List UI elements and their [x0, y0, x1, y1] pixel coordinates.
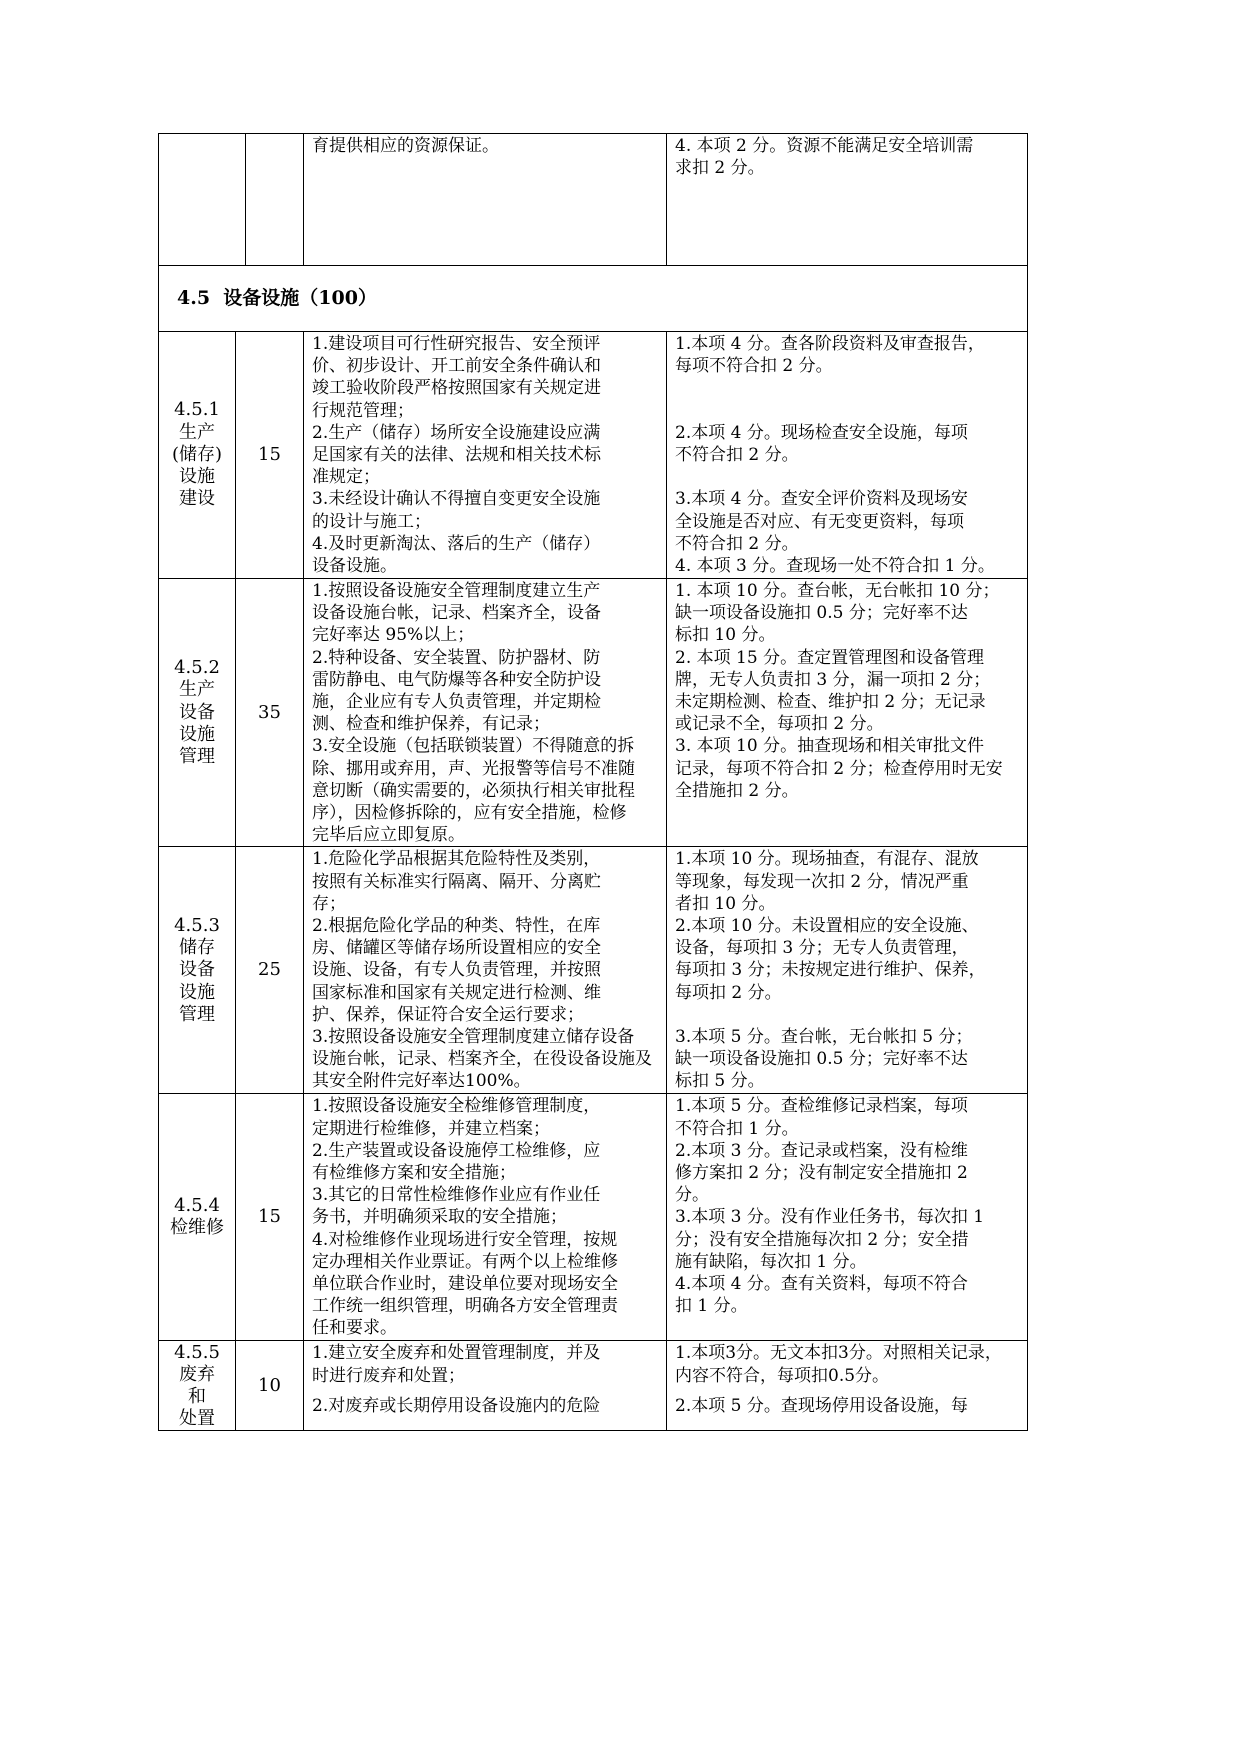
scoring-item: 3. 本项 10 分。抽查现场和相关审批文件 记录，每项不符合扣 2 分；检查停用时无安 全措施扣 2 分。	[675, 736, 1003, 801]
item-score: 25	[236, 847, 304, 1094]
item-score: 35	[236, 579, 304, 847]
scoring-item: 1.本项3分。无文本扣3分。对照相关记录， 内容不符合，每项扣0.5分。	[675, 1343, 1002, 1386]
scoring-item: 4. 本项 2 分。资源不能满足安全培训需 求扣 2 分。	[675, 136, 974, 179]
requirement-item: 2.对废弃或长期停用设备设施内的危险	[312, 1395, 601, 1416]
requirement-item: 3.未经设计确认不得擅自变更安全设施 的设计与施工；	[312, 489, 601, 532]
requirement-item: 3.安全设施（包括联锁装置）不得随意的拆 除、挪用或弃用，声、光报警等信号不准随 意切断（确实需要的，必须执行相关审批程 序），因检修拆除的，应有安全措施，检修 完毕后应立即复原。	[312, 736, 635, 846]
item-row	[159, 332, 1028, 579]
scoring-item: 3.本项 3 分。没有作业任务书，每次扣 1 分；没有安全措施每次扣 2 分；安全措 施有缺陷，每次扣 1 分。	[675, 1207, 985, 1272]
scoring-cell	[667, 1094, 1028, 1341]
requirement-item: 1.按照设备设施安全检维修管理制度， 定期进行检维修，并建立档案；	[312, 1096, 601, 1139]
scoring-cell	[667, 134, 1028, 266]
scoring-item: 2.本项 10 分。未设置相应的安全设施、 设备，每项扣 3 分；无专人负责管理， 每项扣 3 分；未按规定进行维护、保养， 每项扣 2 分。	[675, 916, 986, 1003]
requirements-cell	[304, 1341, 667, 1431]
scoring-item: 3.本项 4 分。查安全评价资料及现场安 全设施是否对应、有无变更资料，每项 不符合扣 2 分。	[675, 489, 968, 554]
requirements-cell	[304, 134, 667, 266]
requirement-item: 1.建立安全废弃和处置管理制度，并及 时进行废弃和处置；	[312, 1343, 601, 1386]
item-score-cell	[246, 134, 304, 266]
requirement-item: 1.危险化学品根据其危险特性及类别， 按照有关标准实行隔离、隔开、分离贮 存；	[312, 849, 601, 914]
item-code: 4.5.2 生产 设备 设施 管理	[159, 579, 236, 847]
requirement-item: 4.及时更新淘汰、落后的生产（储存） 设备设施。	[312, 533, 601, 577]
requirements-cell	[304, 332, 667, 579]
item-score: 15	[236, 1094, 304, 1341]
assessment-table	[158, 133, 1028, 1431]
item-code: 4.5.1 生产 (储存) 设施 建设	[159, 332, 236, 579]
scoring-cell	[667, 579, 1028, 847]
item-row	[159, 1341, 1028, 1431]
requirements-cell	[304, 1094, 667, 1341]
scoring-item: 1.本项 4 分。查各阶段资料及审查报告， 每项不符合扣 2 分。	[675, 334, 985, 377]
scoring-cell	[667, 1341, 1028, 1431]
requirement-item: 1.按照设备设施安全管理制度建立生产 设备设施台帐，记录、档案齐全，设备 完好率达 95%以上；	[312, 581, 601, 646]
scoring-item: 2.本项 5 分。查现场停用设备设施，每	[675, 1395, 968, 1416]
scoring-item: 4.本项 4 分。查有关资料，每项不符合 扣 1 分。	[675, 1274, 968, 1317]
item-score: 15	[236, 332, 304, 579]
item-row	[159, 847, 1028, 1094]
scoring-cell	[667, 332, 1028, 579]
scoring-item: 2.本项 4 分。现场检查安全设施，每项 不符合扣 2 分。	[675, 422, 968, 465]
requirement-item: 3.按照设备设施安全管理制度建立储存设备 设施台帐，记录、档案齐全，在役设备设施及 其安全附件完好率达100%。	[312, 1027, 652, 1092]
requirement-item: 1.建设项目可行性研究报告、安全预评 价、初步设计、开工前安全条件确认和 竣工验收阶段严格按照国家有关规定进 行规范管理；	[312, 334, 601, 421]
scoring-item: 1. 本项 10 分。查台帐，无台帐扣 10 分； 缺一项设备设施扣 0.5 分；完好率不达 标扣 10 分。	[675, 581, 1000, 646]
continuation-row	[159, 134, 1028, 266]
item-code-cell	[159, 134, 246, 266]
item-row	[159, 1094, 1028, 1341]
scoring-item: 2.本项 3 分。查记录或档案，没有检维 修方案扣 2 分；没有制定安全措施扣 2 分。	[675, 1140, 968, 1206]
item-code: 4.5.3 储存 设备 设施 管理	[159, 847, 236, 1094]
requirements-cell	[304, 579, 667, 847]
section-header-row	[159, 266, 1028, 332]
scoring-item: 1.本项 5 分。查检维修记录档案，每项 不符合扣 1 分。	[675, 1096, 968, 1139]
requirement-item: 育提供相应的资源保证。	[312, 136, 499, 156]
requirement-item: 2.根据危险化学品的种类、特性，在库 房、储罐区等储存场所设置相应的安全 设施、设备，有专人负责管理，并按照 国家标准和国家有关规定进行检测、维 护、保养，保证符合安全运行要求；	[312, 916, 601, 1025]
section-header: 4.5 设备设施（100）	[159, 266, 1028, 332]
item-code: 4.5.4 检维修	[159, 1094, 236, 1341]
scoring-item: 3.本项 5 分。查台帐，无台帐扣 5 分； 缺一项设备设施扣 0.5 分；完好率不达 标扣 5 分。	[675, 1027, 973, 1092]
scoring-item: 4. 本项 3 分。查现场一处不符合扣 1 分。	[675, 556, 995, 576]
requirement-item: 2.生产（储存）场所安全设施建设应满 足国家有关的法律、法规和相关技术标 准规定；	[312, 422, 601, 488]
requirement-item: 2.特种设备、安全装置、防护器材、防 雷防静电、电气防爆等各种安全防护设 施，企业应有专人负责管理，并定期检 测、检查和维护保养，有记录；	[312, 647, 601, 735]
requirement-item: 2.生产装置或设备设施停工检维修，应 有检维修方案和安全措施；	[312, 1140, 601, 1184]
scoring-item: 2. 本项 15 分。查定置管理图和设备管理 牌，无专人负责扣 3 分，漏一项扣 2 分； 未定期检测、检查、维护扣 2 分；无记录 或记录不全，每项扣 2 分。	[675, 647, 991, 735]
requirement-item: 4.对检维修作业现场进行安全管理，按规 定办理相关作业票证。有两个以上检维修 单位联合作业时，建设单位要对现场安全 工作统一组织管理，明确各方安全管理责 任和要求。	[312, 1229, 618, 1339]
scoring-item: 1.本项 10 分。现场抽查，有混存、混放 等现象，每发现一次扣 2 分，情况严重 者扣 10 分。	[675, 849, 979, 914]
item-score: 10	[236, 1341, 304, 1431]
item-row	[159, 579, 1028, 847]
scoring-cell	[667, 847, 1028, 1094]
requirement-item: 3.其它的日常性检维修作业应有作业任 务书，并明确须采取的安全措施；	[312, 1185, 601, 1228]
item-code: 4.5.5 废弃 和 处置	[159, 1341, 236, 1431]
requirements-cell	[304, 847, 667, 1094]
